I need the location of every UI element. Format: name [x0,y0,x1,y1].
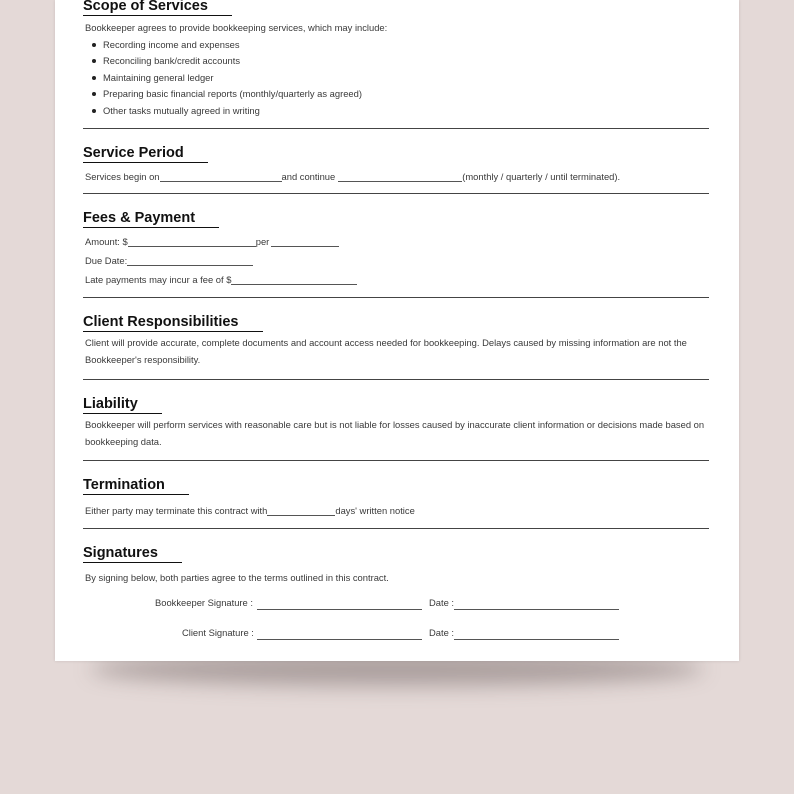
per-field[interactable] [271,236,339,247]
section-divider [83,528,709,529]
liability-section [83,395,709,450]
fees-late-line [83,270,709,289]
termination-prefix: Either party may terminate this contract with [85,505,268,516]
period-begin-label: Services begin on [85,171,160,182]
scope-intro: Bookkeeper agrees to provide bookkeeping services, which may include: [85,22,388,33]
fees-section [83,209,709,289]
bookkeeper-date-label: Date : [429,597,455,608]
list-item: Maintaining general ledger [103,70,709,87]
section-divider [83,193,709,194]
contract-page [55,0,739,661]
list-item: Recording income and expenses [103,37,709,54]
signatures-heading: Signatures [83,545,182,563]
scope-list [83,37,709,120]
client-section [83,313,709,368]
termination-suffix: days' written notice [335,505,415,516]
list-item: Other tasks mutually agreed in writing [103,103,709,120]
fees-amount-line [83,232,709,251]
late-fee-field[interactable] [231,274,357,285]
signatures-section [83,544,709,587]
client-heading: Client Responsibilities [83,314,263,332]
bookkeeper-signature-label: Bookkeeper Signature : [155,597,253,608]
signatures-intro: By signing below, both parties agree to the terms outlined in this contract. [85,572,389,583]
scope-section [83,0,709,119]
due-date-field[interactable] [127,255,253,266]
section-divider [83,379,709,380]
fees-due-line [83,251,709,270]
client-date-label: Date : [429,627,455,638]
start-date-field[interactable] [160,171,282,182]
client-date-field[interactable] [454,629,619,640]
period-heading: Service Period [83,145,208,163]
list-item: Preparing basic financial reports (monthly/quarterly as agreed) [103,86,709,103]
liability-text: Bookkeeper will perform services with reasonable care but is not liable for losses caused by inaccurate client information or decisions made based on bookkeeping data. [85,419,705,447]
due-date-label: Due Date: [85,255,128,266]
period-length-field[interactable] [338,171,462,182]
scope-heading: Scope of Services [83,0,232,16]
termination-section [83,476,709,520]
amount-field[interactable] [128,236,256,247]
bookkeeper-signature-field[interactable] [257,599,422,610]
client-text: Client will provide accurate, complete documents and account access needed for bookkeeping. Delays caused by missing information are not the Bookkeeper's responsibility. [85,337,687,365]
amount-label: Amount: $ [85,236,128,247]
list-item: Reconciling bank/credit accounts [103,53,709,70]
period-suffix: (monthly / quarterly / until terminated). [462,171,621,182]
liability-heading: Liability [83,396,162,414]
client-signature-label: Client Signature : [182,627,254,638]
section-divider [83,128,709,129]
period-line [83,169,709,186]
period-continue-label: and continue [281,171,336,182]
section-divider [83,297,709,298]
fees-heading: Fees & Payment [83,210,219,228]
period-section [83,144,709,186]
bookkeeper-date-field[interactable] [454,599,619,610]
per-label: per [255,236,270,247]
client-signature-field[interactable] [257,629,422,640]
notice-days-field[interactable] [267,505,335,516]
termination-line [83,503,709,520]
termination-heading: Termination [83,477,189,495]
late-fee-label: Late payments may incur a fee of $ [85,274,232,285]
section-divider [83,460,709,461]
